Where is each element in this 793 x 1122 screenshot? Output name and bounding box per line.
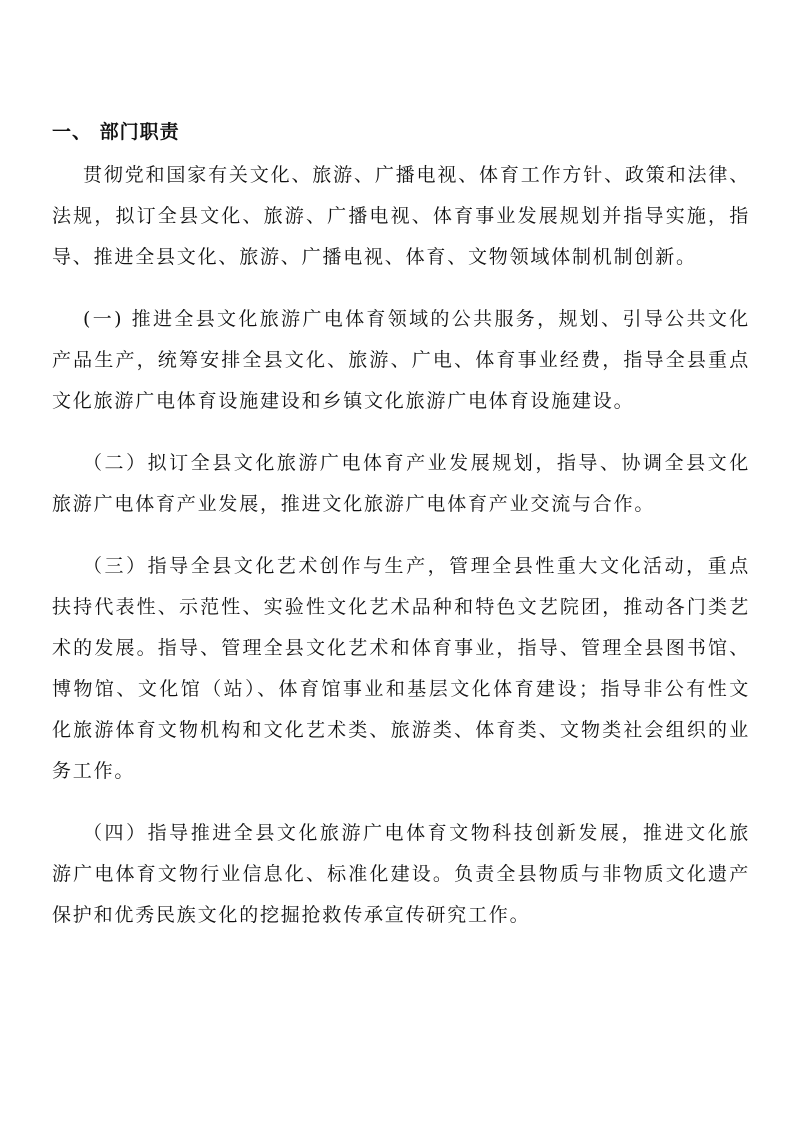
paragraph-line: （四）指导推进全县文化旅游广电体育文物科技创新发展，推进文化旅 [83, 822, 750, 844]
paragraph-line: （二）拟订全县文化旅游广电体育产业发展规划，指导、协调全县文化 [83, 452, 750, 474]
paragraph-line: 化旅游体育文物机构和文化艺术类、旅游类、体育类、文物类社会组织的业 [52, 719, 750, 741]
paragraph-line: 务工作。 [52, 760, 136, 782]
paragraph-line: 旅游广电体育产业发展，推进文化旅游广电体育产业交流与合作。 [52, 493, 656, 515]
document-page [52, 112, 750, 936]
paragraph-line: (一) 推进全县文化旅游广电体育领域的公共服务，规划、引导公共文化 [83, 308, 750, 330]
section-heading: 一、 部门职责 [52, 121, 180, 143]
paragraph-line: 法规，拟订全县文化、旅游、广播电视、体育事业发展规划并指导实施，指 [52, 205, 750, 227]
paragraph-line: 术的发展。指导、管理全县文化艺术和体育事业，指导、管理全县图书馆、 [52, 637, 750, 659]
paragraph-item-1 [52, 299, 750, 422]
paragraph-line: 导、推进全县文化、旅游、广播电视、体育、文物领域体制机制创新。 [52, 246, 697, 268]
paragraph-overview [52, 155, 750, 278]
paragraph-line: 保护和优秀民族文化的挖掘抢救传承宣传研究工作。 [52, 904, 531, 926]
paragraph-line: 贯彻党和国家有关文化、旅游、广播电视、体育工作方针、政策和法律、 [83, 164, 750, 186]
paragraph-item-3 [52, 546, 750, 792]
paragraph-line: 游广电体育文物行业信息化、标准化建设。负责全县物质与非物质文化遗产 [52, 863, 750, 885]
paragraph-item-2 [52, 443, 750, 525]
paragraph-line: 产品生产，统筹安排全县文化、旅游、广电、体育事业经费，指导全县重点 [52, 349, 750, 371]
paragraph-line: 文化旅游广电体育设施建设和乡镇文化旅游广电体育设施建设。 [52, 390, 635, 412]
paragraph-line: （三）指导全县文化艺术创作与生产，管理全县性重大文化活动，重点 [83, 555, 750, 577]
paragraph-item-4 [52, 813, 750, 936]
paragraph-line: 博物馆、文化馆（站）、体育馆事业和基层文化体育建设；指导非公有性文 [52, 678, 750, 700]
paragraph-line: 扶持代表性、示范性、实验性文化艺术品种和特色文艺院团，推动各门类艺 [52, 596, 750, 618]
